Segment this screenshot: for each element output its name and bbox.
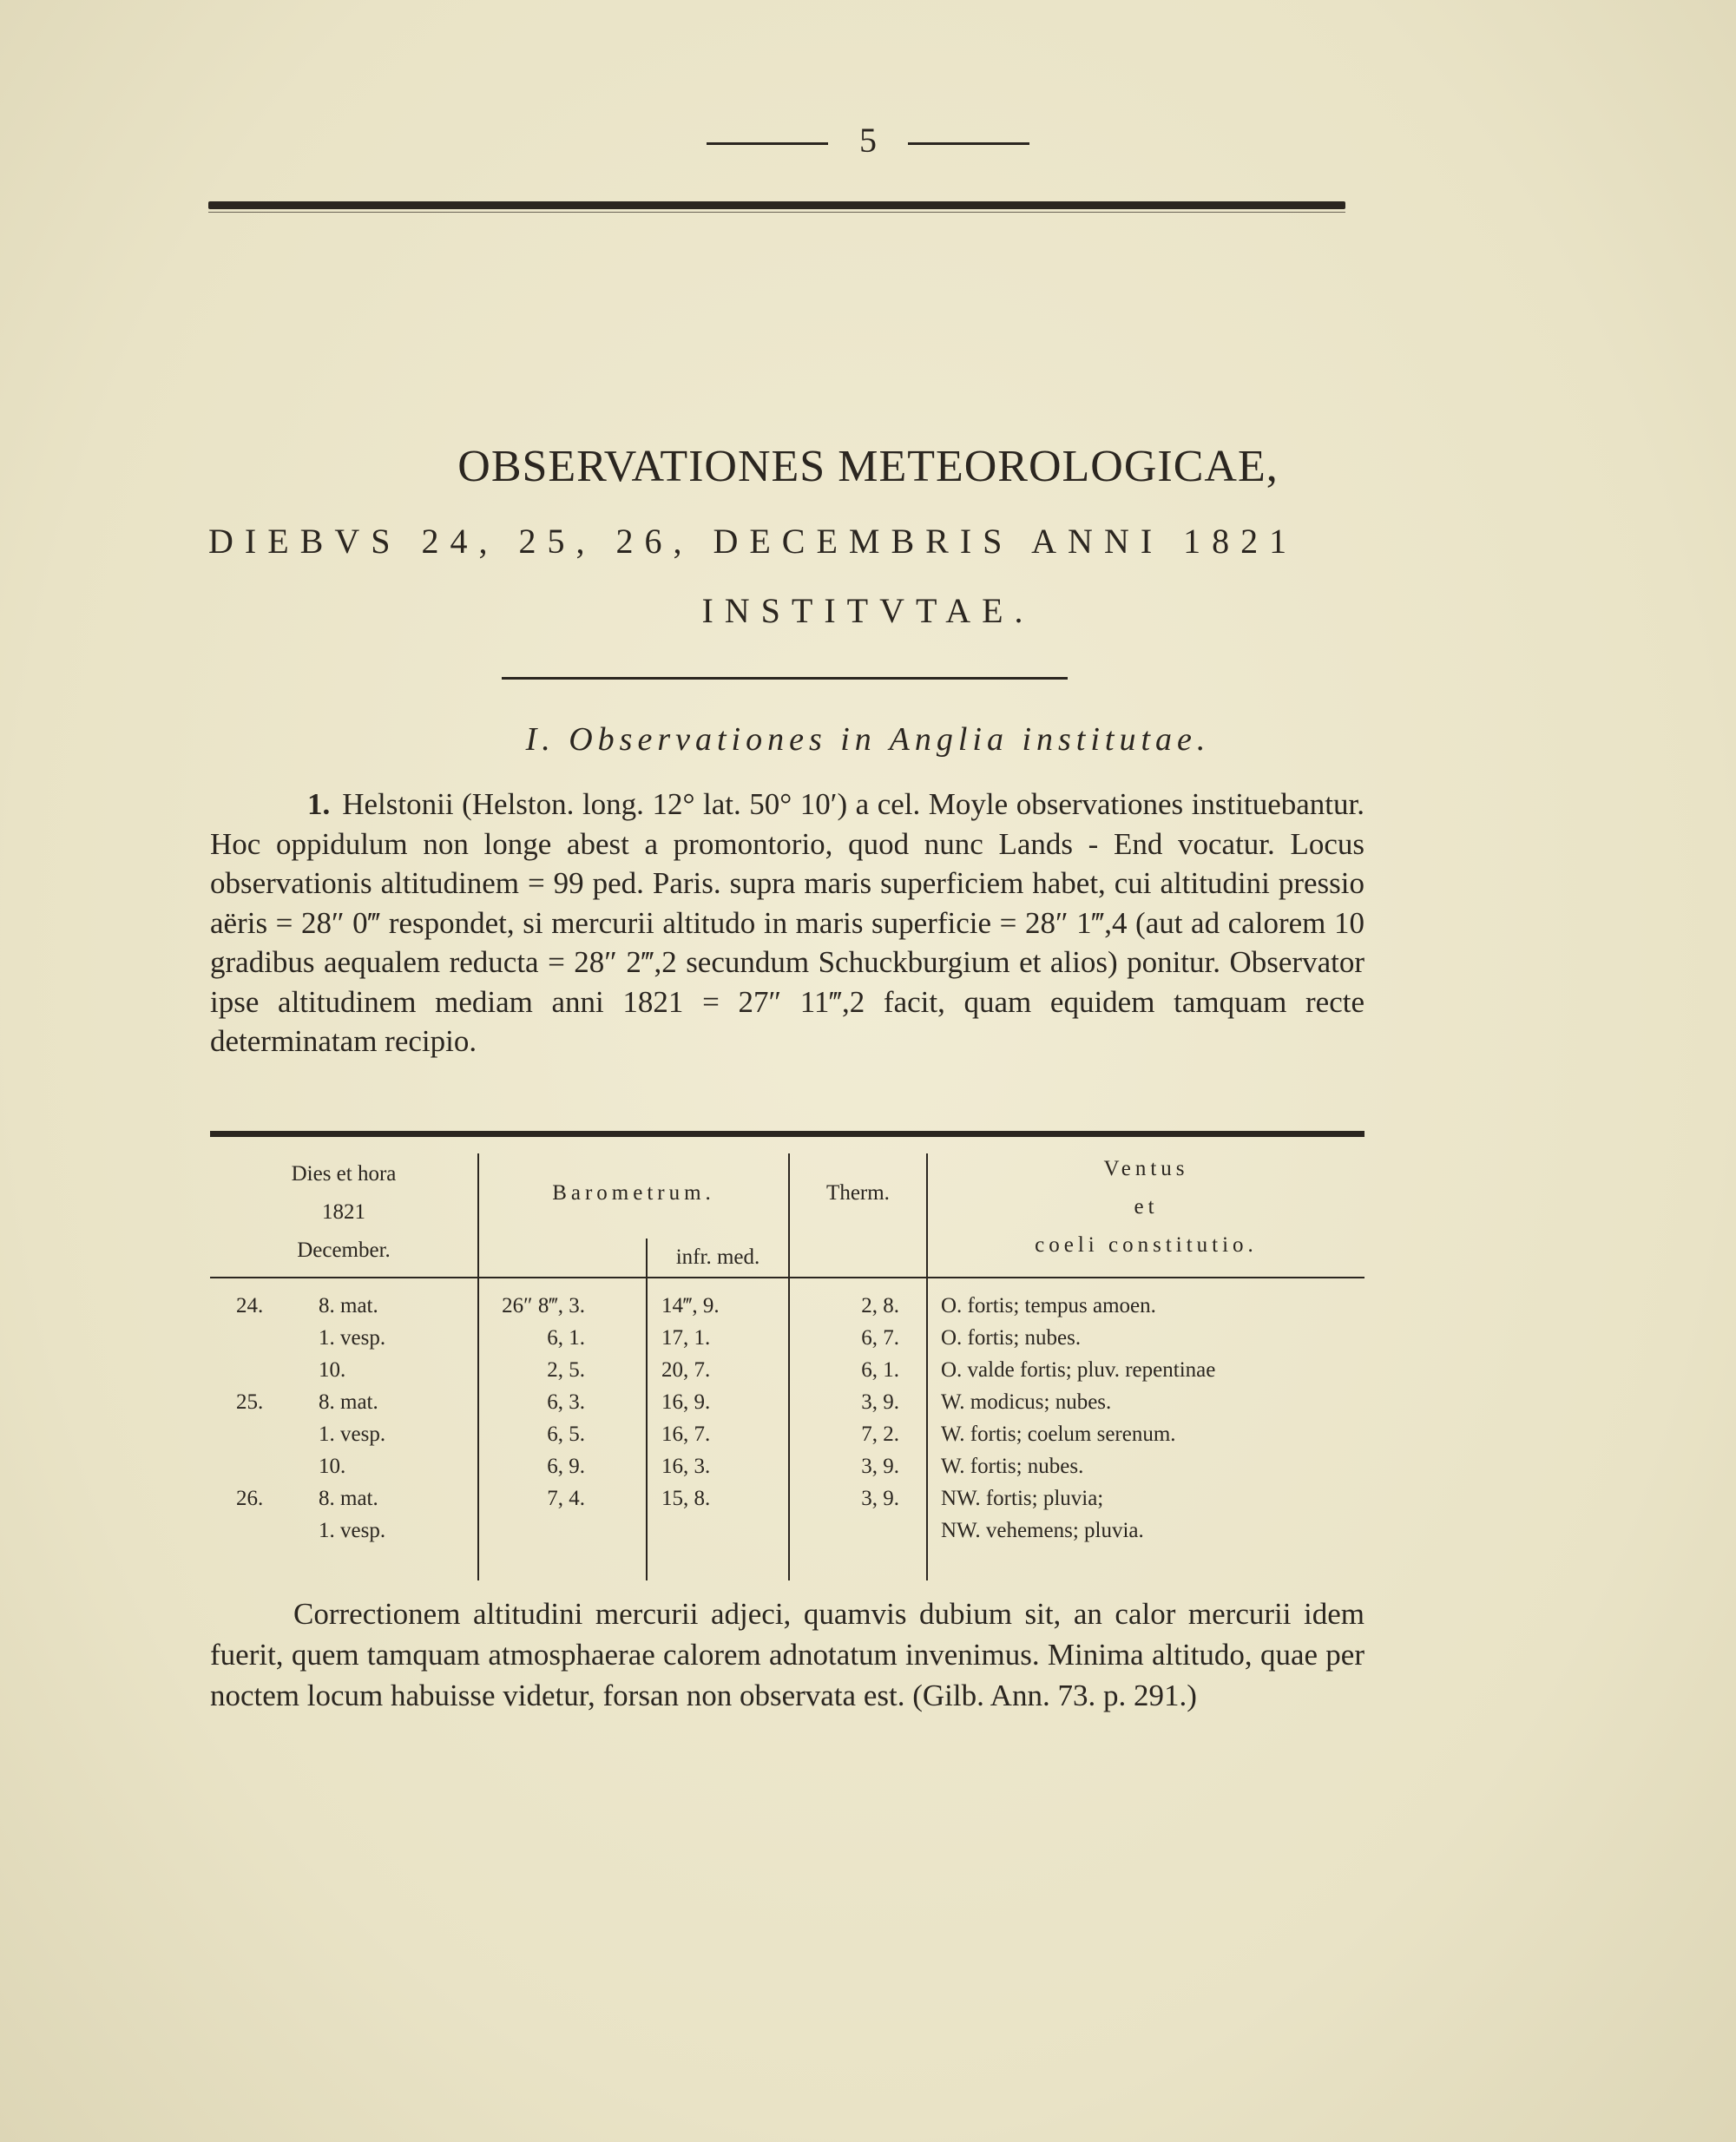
row-barometer: 6, 9. bbox=[547, 1455, 585, 1478]
header-date-line1: Dies et hora bbox=[291, 1162, 397, 1186]
table-row bbox=[210, 1455, 1364, 1487]
page-subtitle-line1: DIEBVS 24, 25, 26, DECEMBRIS ANNI 1821 bbox=[208, 522, 1299, 561]
section-heading: I. Observationes in Anglia institutae. bbox=[525, 721, 1211, 758]
header-date bbox=[210, 1155, 477, 1270]
row-hour: 1. vesp. bbox=[319, 1519, 386, 1542]
row-infr-med: 20, 7. bbox=[661, 1358, 711, 1382]
header-date-line3: December. bbox=[297, 1239, 391, 1262]
row-hour: 10. bbox=[319, 1455, 346, 1478]
row-weather: W. fortis; coelum serenum. bbox=[941, 1423, 1176, 1446]
row-therm: 3, 9. bbox=[861, 1487, 899, 1510]
header-therm: Therm. bbox=[826, 1181, 890, 1205]
row-weather: W. modicus; nubes. bbox=[941, 1390, 1112, 1414]
header-barometer-sub: infr. med. bbox=[675, 1245, 760, 1269]
paragraph-number: 1. bbox=[307, 787, 331, 821]
row-barometer: 7, 4. bbox=[547, 1487, 585, 1510]
row-hour: 10. bbox=[319, 1358, 346, 1382]
row-hour: 1. vesp. bbox=[319, 1423, 386, 1446]
row-therm: 7, 2. bbox=[861, 1423, 899, 1446]
row-day: 24. bbox=[236, 1294, 264, 1317]
observation-table bbox=[210, 1131, 1364, 1591]
header-wind-line3: coeli constitutio. bbox=[1035, 1233, 1258, 1257]
row-therm: 6, 7. bbox=[861, 1326, 899, 1350]
table-top-rule bbox=[210, 1131, 1364, 1137]
title-divider bbox=[502, 677, 1068, 680]
page-subtitle-line2: INSTITVTAE. bbox=[701, 591, 1035, 630]
row-barometer: 6, 3. bbox=[547, 1390, 585, 1414]
table-row bbox=[210, 1487, 1364, 1519]
top-rule-thin bbox=[208, 212, 1345, 213]
row-hour: 8. mat. bbox=[319, 1294, 378, 1317]
table-row bbox=[210, 1326, 1364, 1358]
row-weather: W. fortis; nubes. bbox=[941, 1455, 1084, 1478]
intro-text: Helstonii (Helston. long. 12° lat. 50° 10′) a cel. Moyle observationes instituebantur. Hoc oppidulum non longe abest a promontorio, quod nunc Lands - End vocatur. Locus observationis altitudinem = 99 ped. Paris. supra maris superficiem habet, cui altitudini pressio aëris = 28″ 0‴ respondet, si mercurii altitudo in maris superficie = 28″ 1‴,4 (aut ad calorem 10 gradibus aequalem reducta = 28″ 2‴,2 secundum Schuckburgium et alios) ponitur. Observator ipse altitudinem mediam anni 1821 = 27″ 11‴,2 facit, quam equidem tamquam recte determinatam recipio. bbox=[210, 787, 1364, 1058]
table-row bbox=[210, 1390, 1364, 1423]
top-rule bbox=[208, 201, 1345, 209]
header-barometer: Barometrum. bbox=[552, 1181, 715, 1205]
header-wind-line2: et bbox=[1134, 1195, 1159, 1219]
row-infr-med: 16, 7. bbox=[661, 1423, 711, 1446]
table-row bbox=[210, 1294, 1364, 1326]
closing-paragraph bbox=[210, 1593, 1364, 1716]
header-dash-right bbox=[908, 142, 1029, 145]
closing-text: Correctionem altitudini mercurii adjeci, quamvis dubium sit, an calor mercurii idem fuerit, quem tamquam atmosphaerae calorem adnotatum invenimus. Minima altitudo, quae per noctem locum habuisse videtur, forsan non observata est. (Gilb. Ann. 73. p. 291.) bbox=[210, 1597, 1364, 1712]
row-hour: 1. vesp. bbox=[319, 1326, 386, 1350]
page-header bbox=[0, 120, 1736, 161]
row-infr-med: 16, 9. bbox=[661, 1390, 711, 1414]
row-barometer: 6, 1. bbox=[547, 1326, 585, 1350]
row-therm: 2, 8. bbox=[861, 1294, 899, 1317]
row-weather: O. fortis; nubes. bbox=[941, 1326, 1082, 1350]
header-date-line2: 1821 bbox=[322, 1200, 365, 1224]
header-dash-left bbox=[707, 142, 828, 145]
table-row bbox=[210, 1423, 1364, 1455]
table-header-rule bbox=[210, 1277, 1364, 1278]
row-barometer: 6, 5. bbox=[547, 1423, 585, 1446]
header-wind bbox=[928, 1150, 1364, 1265]
row-weather: NW. vehemens; pluvia. bbox=[941, 1519, 1144, 1542]
intro-paragraph bbox=[210, 785, 1364, 1061]
row-hour: 8. mat. bbox=[319, 1390, 378, 1414]
table-row bbox=[210, 1358, 1364, 1390]
row-weather: O. valde fortis; pluv. repentinae bbox=[941, 1358, 1216, 1382]
row-therm: 3, 9. bbox=[861, 1455, 899, 1478]
row-therm: 3, 9. bbox=[861, 1390, 899, 1414]
row-weather: NW. fortis; pluvia; bbox=[941, 1487, 1104, 1510]
page-title: OBSERVATIONES METEOROLOGICAE, bbox=[457, 442, 1279, 491]
row-hour: 8. mat. bbox=[319, 1487, 378, 1510]
row-barometer: 26″ 8‴, 3. bbox=[502, 1294, 585, 1317]
row-day: 25. bbox=[236, 1390, 264, 1414]
row-day: 26. bbox=[236, 1487, 264, 1510]
header-wind-line1: Ventus bbox=[1103, 1157, 1189, 1180]
row-infr-med: 14‴, 9. bbox=[661, 1294, 720, 1317]
row-weather: O. fortis; tempus amoen. bbox=[941, 1294, 1156, 1317]
page-number: 5 bbox=[859, 121, 877, 160]
row-therm: 6, 1. bbox=[861, 1358, 899, 1382]
row-infr-med: 16, 3. bbox=[661, 1455, 711, 1478]
row-infr-med: 17, 1. bbox=[661, 1326, 711, 1350]
table-row bbox=[210, 1519, 1364, 1551]
row-barometer: 2, 5. bbox=[547, 1358, 585, 1382]
row-infr-med: 15, 8. bbox=[661, 1487, 711, 1510]
